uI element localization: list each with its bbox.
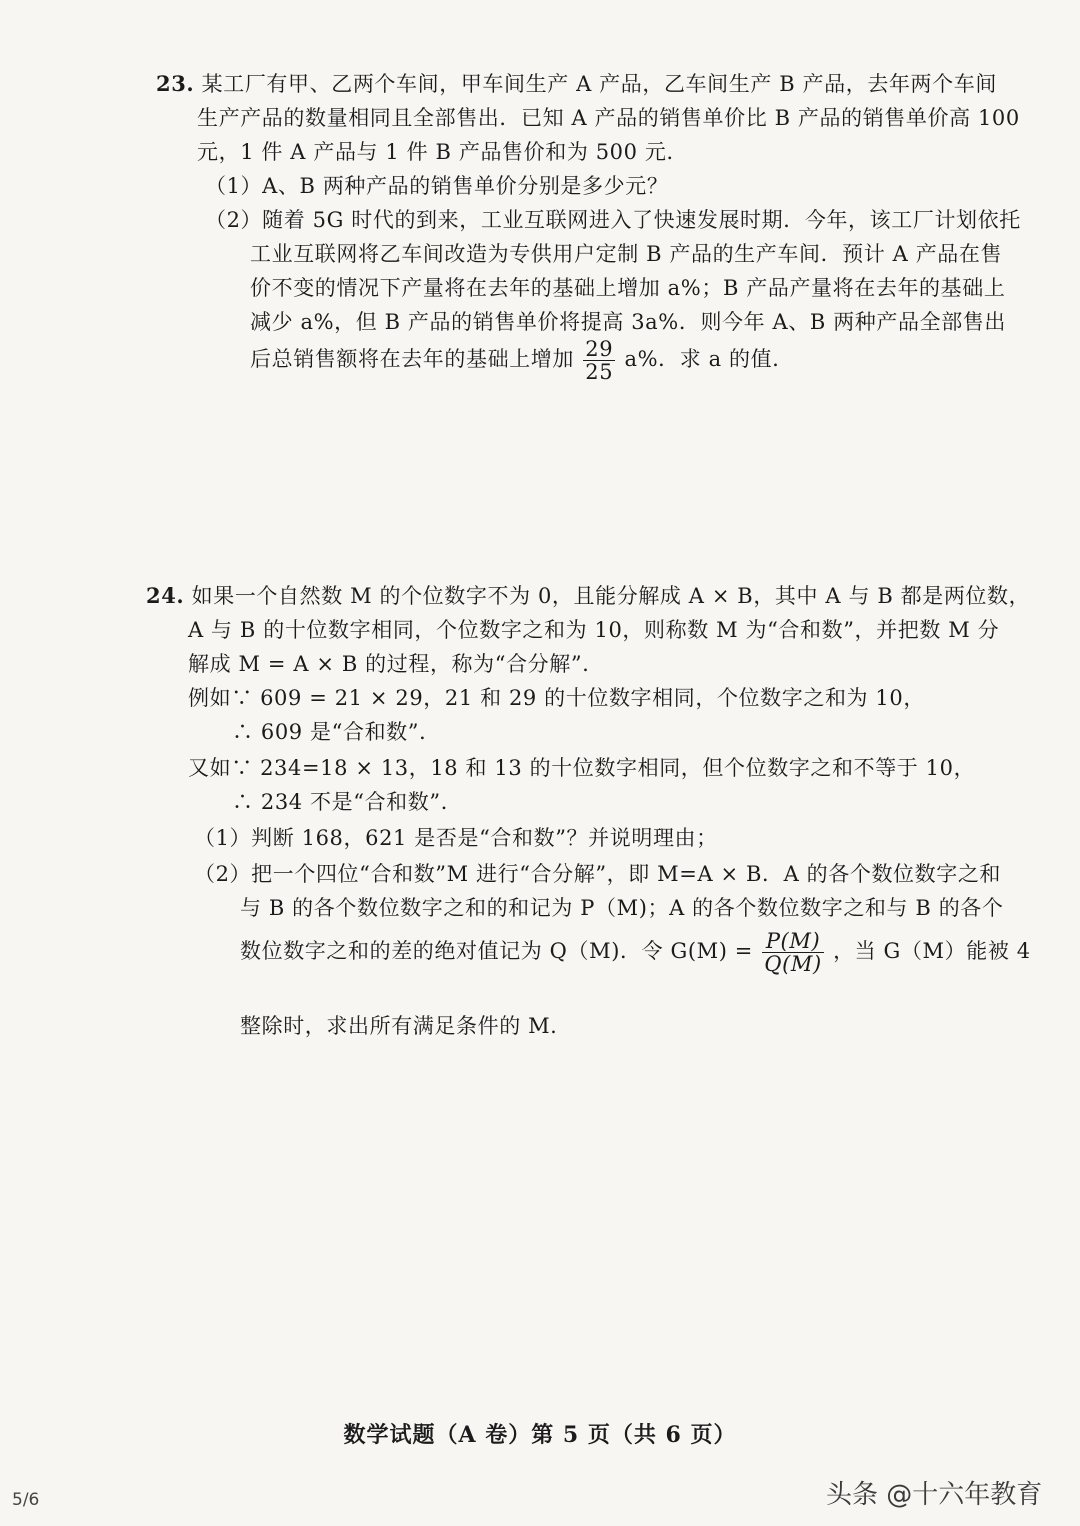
q23-fraction xyxy=(583,338,615,383)
q23-stem-3: 元，1 件 A 产品与 1 件 B 产品售价和为 500 元． xyxy=(197,140,689,164)
q24-example-2: 又如∵ 234=18 × 13，18 和 13 的十位数字相同，但个位数字之和不等于 10， xyxy=(188,756,976,780)
q24-stem-2: A 与 B 的十位数字相同，个位数字之和为 10，则称数 M 为“合和数”，并把数 M 分 xyxy=(188,618,1000,642)
q24-line-1 xyxy=(146,580,1030,610)
q23-part2-1: （2）随着 5G 时代的到来，工业互联网进入了快速发展时期．今年，该工厂计划依托 xyxy=(205,208,1021,232)
page-indicator: 5/6 xyxy=(12,1490,40,1510)
watermark xyxy=(826,1474,1042,1511)
q23-stem-2: 生产产品的数量相同且全部售出．已知 A 产品的销售单价比 B 产品的销售单价高 100 xyxy=(197,106,1020,130)
q23-fraction-denominator: 25 xyxy=(585,360,614,385)
q24-part2-4: 整除时，求出所有满足条件的 M. xyxy=(240,1014,558,1038)
watermark-text: 头条 @十六年教育 xyxy=(826,1480,1043,1510)
q23-fraction-numerator: 29 xyxy=(585,337,614,361)
q23-part2-3: 价不变的情况下产量将在去年的基础上增加 a%；B 产品产量将在去年的基础上 xyxy=(250,276,1006,300)
q24-stem-1: 如果一个自然数 M 的个位数字不为 0，且能分解成 A × B，其中 A 与 B 都是两位数， xyxy=(191,584,1031,608)
q24-fraction-numerator: P(M) xyxy=(762,930,824,953)
q24-part2-3-post: ，当 G（M）能被 4 xyxy=(833,939,1031,964)
q23-number: 23. xyxy=(156,71,195,96)
q23-part2-5-pre: 后总销售额将在去年的基础上增加 xyxy=(250,347,574,372)
q24-part1: （1）判断 168，621 是否是“合和数”？并说明理由； xyxy=(194,826,718,850)
q23-part2-4: 减少 a%，但 B 产品的销售单价将提高 3a%．则今年 A、B 两种产品全部售出 xyxy=(250,310,1006,334)
q23-part2-5 xyxy=(250,338,794,383)
q24-example-1: 例如∵ 609 = 21 × 29，21 和 29 的十位数字相同，个位数字之和为 10， xyxy=(188,686,925,710)
page-footer: 数学试题（A 卷）第 5 页（共 6 页） xyxy=(343,1422,737,1448)
q24-part2-1: （2）把一个四位“合和数”M 进行“合分解”，即 M=A × B．A 的各个数位数字之和 xyxy=(194,862,1002,886)
q24-part2-2: 与 B 的各个数位数字之和的和记为 P（M)；A 的各个数位数字之和与 B 的各个 xyxy=(240,896,1004,920)
q23-stem-1: 某工厂有甲、乙两个车间，甲车间生产 A 产品，乙车间生产 B 产品，去年两个车间 xyxy=(201,72,997,96)
q23-part2-5-post: a%．求 a 的值． xyxy=(624,347,794,372)
q24-fraction-denominator: Q(M) xyxy=(764,952,822,977)
q24-fraction xyxy=(762,930,824,975)
q24-example-2-conclusion: ∴ 234 不是“合和数”． xyxy=(232,790,463,814)
q24-part2-3-pre: 数位数字之和的差的绝对值记为 Q（M)．令 G(M) = xyxy=(240,939,753,964)
q24-number: 24. xyxy=(146,583,185,608)
q23-line-1 xyxy=(156,68,997,98)
q24-part2-3 xyxy=(240,930,1031,975)
q24-example-1-conclusion: ∴ 609 是“合和数”． xyxy=(232,720,441,744)
q23-part2-2: 工业互联网将乙车间改造为专供用户定制 B 产品的生产车间．预计 A 产品在售 xyxy=(250,242,1003,266)
q23-part1: （1）A、B 两种产品的销售单价分别是多少元？ xyxy=(205,174,669,198)
q24-stem-3: 解成 M = A × B 的过程，称为“合分解”． xyxy=(188,652,604,676)
